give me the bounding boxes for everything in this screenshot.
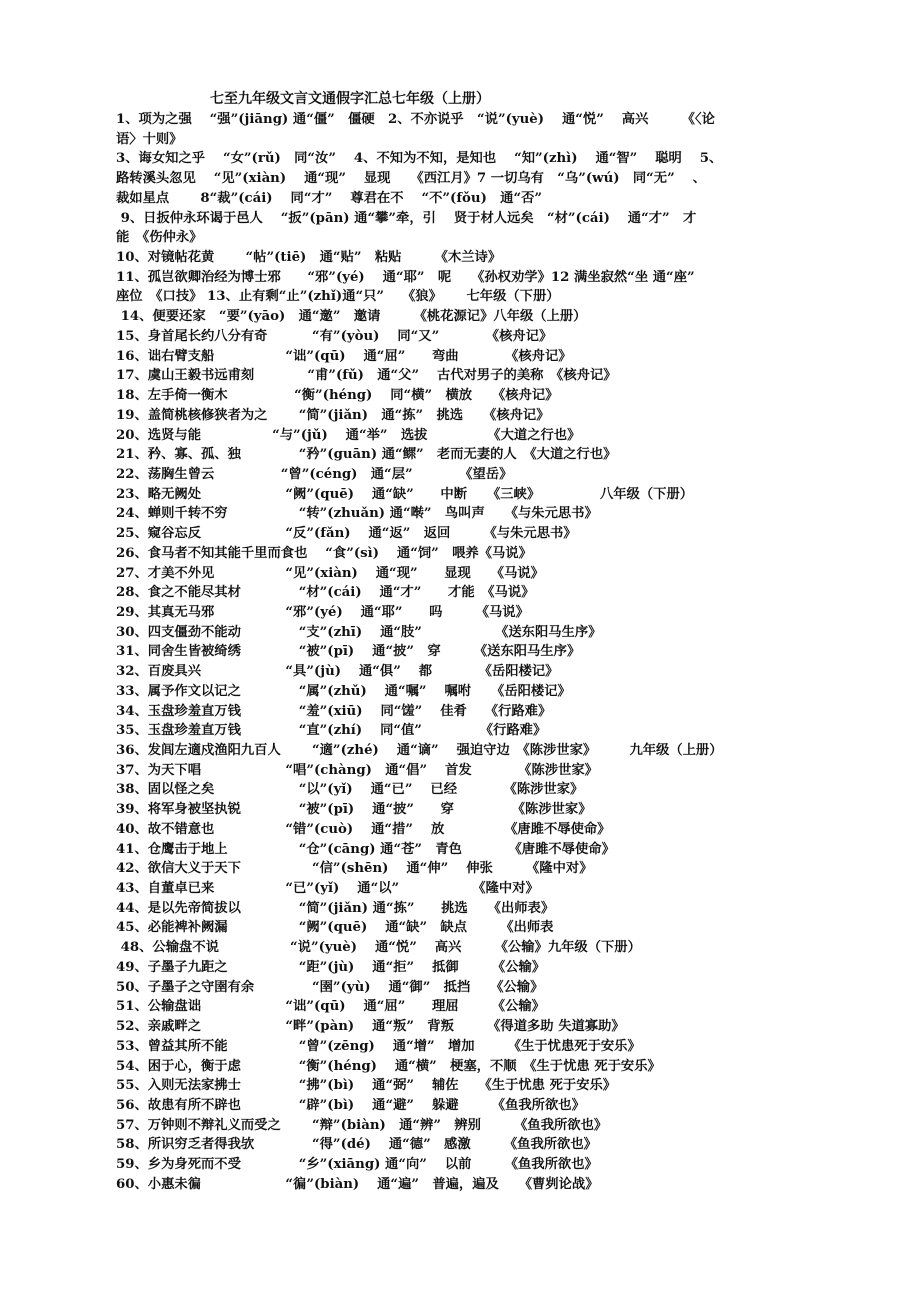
text-line: 17、虞山王毅书远甫刻 “甫”(fǔ) 通“父” 古代对男子的美称 《核舟记》: [116, 368, 617, 384]
text-line: 51、公输盘诎 “诎”(qū) 通“屈” 理屈 《公输》: [116, 999, 545, 1015]
text-line: 25、窥谷忘反 “反”(fǎn) 通“返” 返回 《与朱元思书》: [116, 526, 577, 542]
text-line: 53、曾益其所不能 “曾”(zēng) 通“增” 增加 《生于忧患死于安乐》: [116, 1038, 641, 1054]
text-line: 29、其真无马邪 “邪”(yé) 通“耶” 吗 《马说》: [116, 604, 529, 620]
text-line: 60、小惠未徧 “徧”(biàn) 通“遍” 普遍，遍及 《曹刿论战》: [116, 1176, 599, 1192]
text-line: 31、同舍生皆被绮绣 “被”(pī) 通“披” 穿 《送东阳马生序》: [116, 644, 581, 660]
text-line: 23、略无阙处 “阙”(quē) 通“缺” 中断 《三峡》 八年级（下册）: [116, 486, 694, 502]
text-line: 24、蝉则千转不穷 “转”(zhuǎn) 通“啭” 鸟叫声 《与朱元思书》: [116, 506, 598, 522]
text-line: 36、发闾左適戍渔阳九百人 “適”(zhé) 通“谪” 强迫守边 《陈涉世家》 九年级（上册）: [116, 743, 723, 758]
text-line: 27、才美不外见 “见”(xiàn) 通“现” 显现 《马说》: [116, 565, 544, 581]
text-line: 57、万钟则不辩礼义而受之 “辩”(biàn) 通“辨” 辨别 《鱼我所欲也》: [116, 1117, 608, 1133]
text-line: 座位 《口技》 13、止有剩“止”(zhǐ)通“只” 《狼》 七年级（下册）: [116, 289, 560, 305]
document-body: [116, 88, 816, 1195]
text-line: 28、食之不能尽其材 “材”(cái) 通“才” 才能 《马说》: [116, 585, 535, 601]
text-line: 22、荡胸生曾云 “曾”(céng) 通“层” 《望岳》: [116, 466, 513, 482]
text-line: 40、故不错意也 “错”(cuò) 通“措” 放 《唐雎不辱使命》: [116, 821, 611, 837]
text-line: 能 《伤仲永》: [116, 230, 203, 246]
text-line: 39、将军身被坚执锐 “被”(pī) 通“披” 穿 《陈涉世家》: [116, 802, 592, 818]
text-line: 38、固以怪之矣 “以”(yǐ) 通“已” 已经 《陈涉世家》: [116, 782, 584, 798]
text-line: 11、孤岂欲卿治经为博士邪 “邪”(yé) 通“耶” 呢 《孙权劝学》12 满坐寂然“坐 通“座”: [116, 269, 695, 285]
text-line: 52、亲戚畔之 “畔”(pàn) 通“叛” 背叛 《得道多助 失道寡助》: [116, 1019, 625, 1035]
text-line: 30、四支僵劲不能动 “支”(zhī) 通“肢” 《送东阳马生序》: [116, 624, 602, 640]
text-line: 55、入则无法家拂士 “拂”(bì) 通“弼” 辅佐 《生于忧患 死于安乐》: [116, 1078, 617, 1094]
text-line: 9、日扳仲永环谒于邑人 “扳”(pān) 通“攀”牵，引 贤于材人远矣 “材”(cái) 通“才” 才: [116, 210, 697, 226]
text-line: 10、对镜帖花黄 “帖”(tiē) 通“贴” 粘贴 《木兰诗》: [116, 250, 502, 266]
text-line: 42、欲信大义于天下 “信”(shēn) 通“伸” 伸张 《隆中对》: [116, 861, 593, 877]
text-line: 34、玉盘珍羞直万钱 “羞”(xiū) 同“馐” 佳肴 《行路难》: [116, 703, 552, 719]
text-line: 20、选贤与能 “与”(jǔ) 通“举” 选拔 《大道之行也》: [116, 427, 581, 443]
text-line: 58、所识穷乏者得我欤 “得”(dé) 通“德” 感激 《鱼我所欲也》: [116, 1137, 597, 1153]
text-line: 裁如星点 8“裁”(cái) 同“才” 尊君在不 “不”(fǒu) 通“否”: [116, 190, 543, 206]
text-line: 19、盖简桃核修狭者为之 “简”(jiǎn) 通“拣” 挑选 《核舟记》: [116, 407, 550, 423]
text-line: 33、属予作文以记之 “属”(zhǔ) 通“嘱” 嘱咐 《岳阳楼记》: [116, 683, 571, 699]
text-line: 15、身首尾长约八分有奇 “有”(yòu) 同“又” 《核舟记》: [116, 328, 553, 344]
text-line: 3、诲女知之乎 “女”(rǔ) 同“汝” 4、不知为不知，是知也 “知”(zhì) 通“智” 聪明 5、: [116, 151, 723, 167]
text-line: 48、公输盘不说 “说”(yuè) 通“悦” 高兴 《公输》九年级（下册）: [116, 940, 641, 956]
entry-list: [116, 110, 816, 1195]
text-line: 54、困于心，衡于虑 “衡”(héng) 通“横” 梗塞，不顺 《生于忧患 死于安乐》: [116, 1058, 661, 1074]
text-line: 语〉十则》: [116, 131, 183, 147]
text-line: 43、自董卓已来 “已”(yǐ) 通“以” 《隆中对》: [116, 881, 539, 897]
text-line: 44、是以先帝简拔以 “简”(jiǎn) 通“拣” 挑选 《出师表》: [116, 900, 555, 916]
text-line: 35、玉盘珍羞直万钱 “直”(zhí) 同“值” 《行路难》: [116, 723, 547, 739]
text-line: 1、项为之强 “强”(jiāng) 通“僵” 僵硬 2、不亦说乎 “说”(yuè) 通“悦” 高兴 《〈论: [116, 112, 715, 127]
text-line: 45、必能裨补阙漏 “阙”(quē) 通“缺” 缺点 《出师表: [116, 920, 554, 936]
text-line: 37、为天下唱 “唱”(chàng) 通“倡” 首发 《陈涉世家》: [116, 762, 598, 778]
text-line: 18、左手倚一衡木 “衡”(héng) 同“横” 横放 《核舟记》: [116, 388, 559, 404]
text-line: 59、乡为身死而不受 “乡”(xiāng) 通“向” 以前 《鱼我所欲也》: [116, 1157, 598, 1173]
text-line: 50、子墨子之守圉有余 “圉”(yù) 通“御” 抵挡 《公输》: [116, 979, 544, 995]
text-line: 14、便要还家 “要”(yāo) 通“邀” 邀请 《桃花源记》八年级（上册）: [116, 309, 587, 325]
text-line: 21、矜、寡、孤、独 “矜”(guān) 通“鳏” 老而无妻的人 《大道之行也》: [116, 447, 617, 463]
text-line: 路转溪头忽见 “见”(xiàn) 通“现” 显现 《西江月》7 一切乌有 “乌”(wú) 同“无” 、: [116, 171, 706, 187]
text-line: 26、食马者不知其能千里而食也 “食”(sì) 通“饲” 喂养《马说》: [116, 545, 532, 561]
document-title: 七至九年级文言文通假字汇总七年级（上册）: [210, 91, 490, 107]
text-line: 49、子墨子九距之 “距”(jù) 通“拒” 抵御 《公输》: [116, 959, 546, 975]
text-line: 41、仓鹰击于地上 “仓”(cāng) 通“苍” 青色 《唐雎不辱使命》: [116, 841, 615, 857]
text-line: 32、百废具兴 “具”(jù) 通“俱” 都 《岳阳楼记》: [116, 664, 559, 680]
text-line: 16、诎右臂支船 “诎”(qū) 通“屈” 弯曲 《核舟记》: [116, 348, 572, 364]
text-line: 56、故患有所不辟也 “辟”(bì) 通“避” 躲避 《鱼我所欲也》: [116, 1097, 585, 1113]
